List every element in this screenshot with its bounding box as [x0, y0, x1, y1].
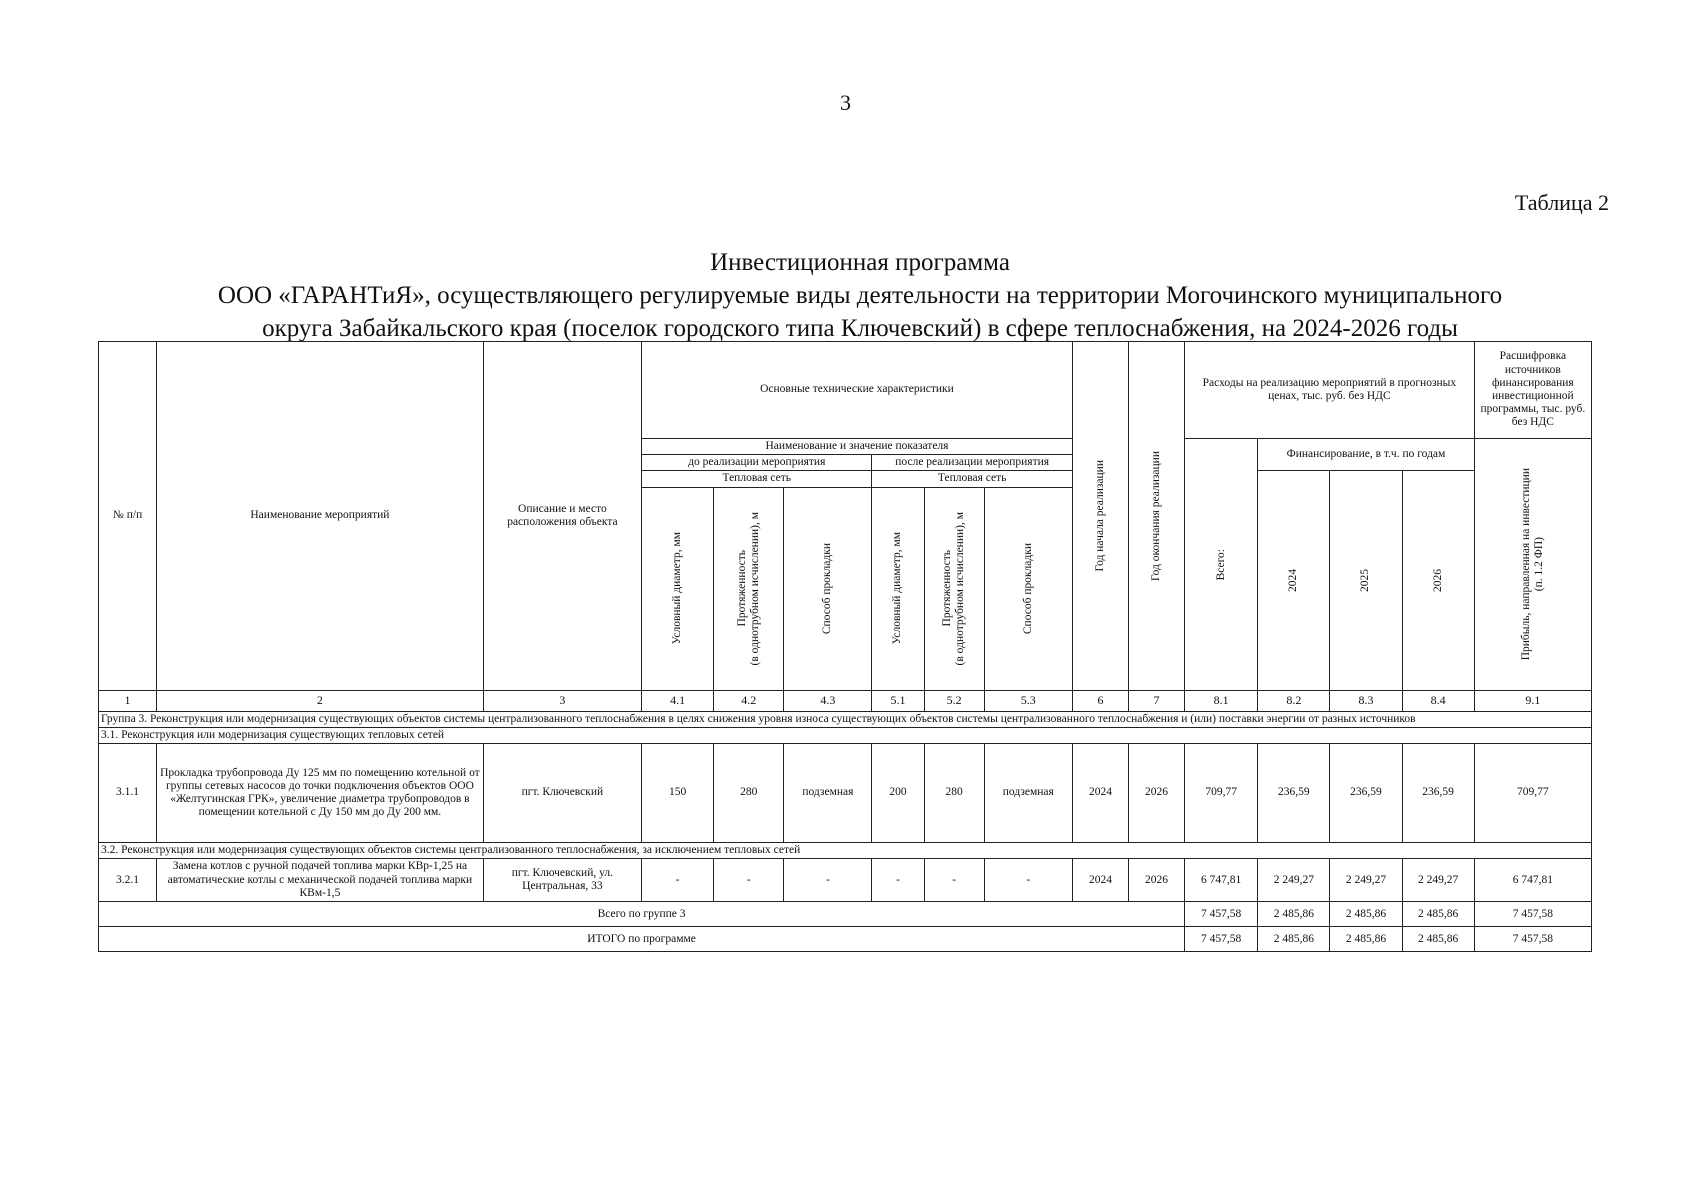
col-number: 8.4 [1402, 690, 1474, 711]
header-profit: Прибыль, направленная на инвестиции (п. 1.2 ФП) [1474, 439, 1591, 691]
title-line-1: Инвестиционная программа [710, 249, 1010, 276]
total-profit: 7 457,58 [1474, 902, 1591, 927]
cost-2026: 236,59 [1402, 744, 1474, 843]
header-diameter-after: Условный диаметр, мм [872, 487, 924, 690]
header-costs: Расходы на реализацию мероприятий в прогнозных ценах, тыс. руб. без НДС [1185, 342, 1475, 439]
col-number: 5.2 [924, 690, 984, 711]
length-before: - [714, 859, 784, 902]
header-indicator: Наименование и значение показателя [642, 439, 1073, 455]
total-cost: 7 457,58 [1185, 902, 1258, 927]
group-total-row [99, 902, 1592, 927]
header-name: Наименование мероприятий [157, 342, 484, 691]
section-3-1-heading: 3.1. Реконструкция или модернизация существующих тепловых сетей [99, 727, 1592, 743]
total-cost: 7 457,58 [1185, 927, 1258, 952]
length-before: 280 [714, 744, 784, 843]
col-number: 8.1 [1185, 690, 1258, 711]
col-number: 5.3 [984, 690, 1072, 711]
measure-location: пгт. Ключевский, ул. Центральная, 33 [483, 859, 641, 902]
total-2026: 2 485,86 [1402, 927, 1474, 952]
cost-2024: 2 249,27 [1258, 859, 1330, 902]
col-number: 4.1 [642, 690, 714, 711]
cost-total: 709,77 [1185, 744, 1258, 843]
cost-2025: 2 249,27 [1330, 859, 1402, 902]
document-title [100, 246, 1620, 345]
header-year-end: Год окончания реализации [1129, 342, 1185, 691]
total-2025: 2 485,86 [1330, 927, 1402, 952]
year-end: 2026 [1129, 744, 1185, 843]
laying-after: - [984, 859, 1072, 902]
header-num: № п/п [99, 342, 157, 691]
table-row [99, 859, 1592, 902]
header-laying-after: Способ прокладки [984, 487, 1072, 690]
program-total-row [99, 927, 1592, 952]
col-number: 7 [1129, 690, 1185, 711]
header-length-after: Протяженность (в однотрубном исчислении), м [924, 487, 984, 690]
header-after: после реализации мероприятия [872, 455, 1072, 471]
laying-after: подземная [984, 744, 1072, 843]
year-start: 2024 [1072, 859, 1128, 902]
row-number: 3.2.1 [99, 859, 157, 902]
header-financing: Финансирование, в т.ч. по годам [1258, 439, 1474, 471]
year-end: 2026 [1129, 859, 1185, 902]
total-2026: 2 485,86 [1402, 902, 1474, 927]
header-2026: 2026 [1402, 471, 1474, 690]
laying-before: - [784, 859, 872, 902]
diameter-before: 150 [642, 744, 714, 843]
profit-investment: 6 747,81 [1474, 859, 1591, 902]
table-row [99, 744, 1592, 843]
profit-investment: 709,77 [1474, 744, 1591, 843]
col-number: 8.3 [1330, 690, 1402, 711]
group-3-heading: Группа 3. Реконструкция или модернизация существующих объектов системы централизованного теплоснабжения в целях снижения уровня износа существующих объектов системы централизованного теплоснабжения и (или) поставки энергии от разных источников [99, 711, 1592, 727]
col-number: 4.3 [784, 690, 872, 711]
col-number: 1 [99, 690, 157, 711]
cost-2026: 2 249,27 [1402, 859, 1474, 902]
header-sources: Расшифровка источников финансирования инвестиционной программы, тыс. руб. без НДС [1474, 342, 1591, 439]
col-number: 2 [157, 690, 484, 711]
col-number: 5.1 [872, 690, 924, 711]
col-number: 6 [1072, 690, 1128, 711]
diameter-after: 200 [872, 744, 924, 843]
cost-total: 6 747,81 [1185, 859, 1258, 902]
table-label: Таблица 2 [1514, 190, 1609, 215]
header-total: Всего: [1185, 439, 1258, 691]
length-after: - [924, 859, 984, 902]
header-before: до реализации мероприятия [642, 455, 872, 471]
measure-location: пгт. Ключевский [483, 744, 641, 843]
col-number: 9.1 [1474, 690, 1591, 711]
header-network-after: Тепловая сеть [872, 471, 1072, 487]
col-number: 3 [483, 690, 641, 711]
header-2025: 2025 [1330, 471, 1402, 690]
header-desc: Описание и место расположения объекта [483, 342, 641, 691]
header-laying: Способ прокладки [784, 487, 872, 690]
page-number: 3 [840, 90, 851, 115]
title-line-2: ООО «ГАРАНТиЯ», осуществляющего регулируемые виды деятельности на территории Могочинского муниципального [217, 282, 1503, 309]
total-label: Всего по группе 3 [99, 902, 1185, 927]
measure-name: Замена котлов с ручной подачей топлива марки КВр-1,25 на автоматические котлы с механической подачей топлива марки КВм-1,5 [157, 859, 484, 902]
section-3-2-heading: 3.2. Реконструкция или модернизация существующих объектов системы централизованного теплоснабжения, за исключением тепловых сетей [99, 843, 1592, 859]
year-start: 2024 [1072, 744, 1128, 843]
row-number: 3.1.1 [99, 744, 157, 843]
col-number: 4.2 [714, 690, 784, 711]
total-label: ИТОГО по программе [99, 927, 1185, 952]
header-diameter: Условный диаметр, мм [642, 487, 714, 690]
col-number: 8.2 [1258, 690, 1330, 711]
header-2024: 2024 [1258, 471, 1330, 690]
measure-name: Прокладка трубопровода Ду 125 мм по помещению котельной от группы сетевых насосов до точки подключения объектов ООО «Желтугинская ГРК», увеличение диаметра трубопроводов в помещении котельной с Ду 150 мм до Ду 200 мм. [157, 744, 484, 843]
diameter-after: - [872, 859, 924, 902]
header-tech: Основные технические характеристики [642, 342, 1073, 439]
cost-2025: 236,59 [1330, 744, 1402, 843]
total-2024: 2 485,86 [1258, 927, 1330, 952]
column-numbers-row [99, 690, 1592, 711]
header-network-before: Тепловая сеть [642, 471, 872, 487]
cost-2024: 236,59 [1258, 744, 1330, 843]
total-2024: 2 485,86 [1258, 902, 1330, 927]
total-profit: 7 457,58 [1474, 927, 1591, 952]
laying-before: подземная [784, 744, 872, 843]
total-2025: 2 485,86 [1330, 902, 1402, 927]
header-length: Протяженность (в однотрубном исчислении), м [714, 487, 784, 690]
investment-table [98, 341, 1592, 952]
title-line-3: округа Забайкальского края (поселок городского типа Ключевский) в сфере теплоснабжения, на 2024-2026 годы [262, 315, 1458, 342]
diameter-before: - [642, 859, 714, 902]
length-after: 280 [924, 744, 984, 843]
header-year-start: Год начала реализации [1072, 342, 1128, 691]
